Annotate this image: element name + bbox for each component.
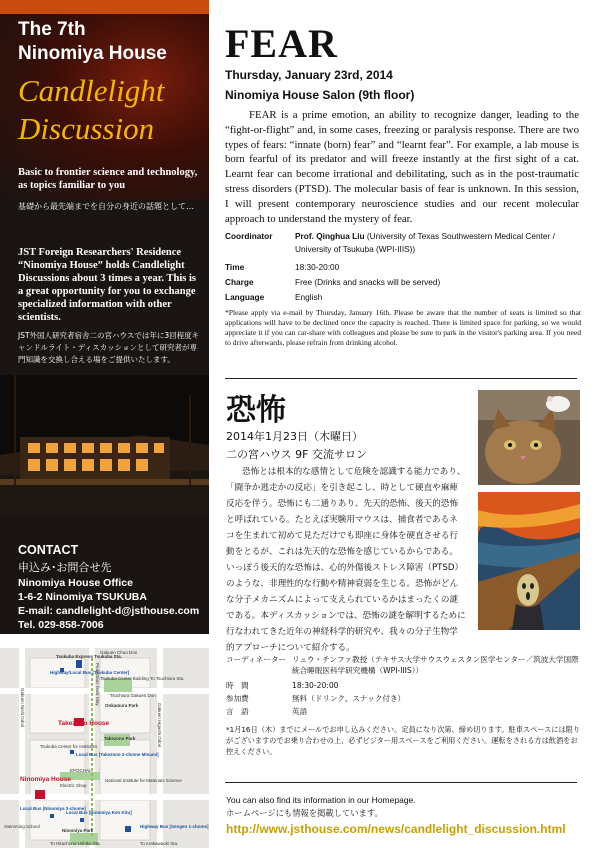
map-label-okamura-park: Ookamura Park [105, 703, 139, 708]
series-script-title [18, 72, 208, 148]
map-label-nims: National Institute for Materials Science [105, 778, 182, 783]
ninomiya-house-photo [0, 375, 209, 515]
event-venue-ja: 二の宮ハウス 9F 交流サロン [226, 448, 367, 461]
homepage-note-ja: ホームページにも情報を掲載しています。 [226, 808, 383, 818]
info-label: Time [225, 262, 245, 272]
info-label: 参加費 [226, 694, 249, 703]
section-divider [225, 378, 577, 379]
map-label-tsuchiura: To Tsuchiura Sta. [150, 676, 185, 681]
map-label-highway-bus: Highway/Local Bus [Tsukuba Center] [50, 670, 130, 675]
application-note: *Please apply via e-mail by Thursday, January 16th. Please be aware that the number of seats is limited so that applications will have to be declined once the capacity is reached. There is limited space for parking, so we would appreciate it if you can car-share with colleagues and please be sure to park in the visitor's parking area. If you need to drive afterwards, please refrain from drinking alcohol. [225, 308, 581, 347]
map-label-swimming-school: Swimming School [4, 824, 40, 829]
map-label-local-bus-kenkitu: Local Bus [Ninomiya Ken Kitu] [66, 810, 132, 815]
top-accent-bar [0, 0, 209, 14]
contact-tel: Tel. 029-858-7006 [18, 619, 104, 631]
info-label: コーディネーター [226, 655, 287, 664]
contact-address: 1-6-2 Ninomiya TSUKUBA [18, 591, 147, 603]
contact-office: Ninomiya House Office [18, 577, 133, 589]
coordinator-name: Prof. Qinghua Liu [295, 231, 365, 241]
access-map [0, 648, 209, 848]
info-value [295, 230, 585, 256]
application-note-ja: *1月16日（木）までにメールでお申し込みください。定員になり次第、締め切ります。駐車スペースには限りがございますのでお乗り合わせの上、必ずビジター用スペースをご利用ください。運転をされる方は飲酒をお控えください。 [226, 725, 581, 756]
series-title-line1: The 7th [18, 19, 86, 40]
series-title [18, 18, 203, 66]
map-label-local-bus-takezono: Local Bus [Takezono 2-chome Minami] [76, 752, 159, 757]
map-label-gakuen-nishi: Gakuen Nishi Odori [20, 688, 25, 728]
map-label-pedestrian: Pedestrian Walk Way [95, 663, 100, 706]
info-value: リュウ・チンファ教授（テキサス大学サウスウェスタン医学センター／筑波大学国際統合睡眠医科学研究機構（WPI-IIIS）） [292, 655, 579, 675]
map-label-arakawaoki: To Arakawaoki Sta. [140, 841, 179, 846]
series-description: JST Foreign Researchers' Residence “Ninomiya House” holds Candlelight Discussions about 3 times a year. This is a great opportunity for you to exchange specialized information with other scientists. [18, 247, 196, 323]
map-label-tsukuba-center-inst: Tsukuba Center for Institutes [40, 744, 98, 749]
info-label: Language [225, 292, 265, 302]
event-venue: Ninomiya House Salon (9th floor) [225, 88, 415, 102]
event-abstract-ja: 恐怖とは根本的な感情として危険を認識する能力であり、「闘争か逃走かの反応」を引き起こし、時として硬直や麻痺反応を伴う。恐怖にも二通りあり、先天的恐怖、後天的恐怖と呼ばれている。たとえば実験用マウスは、捕食者であるネコを生まれて初めて見ただけでも即座に身体を硬直させる行動をとるが、これは先天的な恐怖を感じているからである。いっぽう後天的な恐怖は、心的外傷後ストレス障害（PTSD）のような、非理性的な行動や精神衰弱を生じる。恐怖がどんな分子メカニズムによって支えられているかはまったくの謎である。本ディスカッションでは、恐怖の謎を解明するために行なわれてきた近年の神経科学的研究や、我々の分子生物学的アプローチについて紹介する。 [226, 467, 466, 653]
map-label-gakuen-chuo: Gakuen Chuo Dori [100, 650, 138, 655]
map-label-takezono-house: Takezono House [58, 720, 110, 727]
footer-divider [225, 782, 577, 783]
map-label-tsukuba-center-bldg: Tsukuba Center Building [100, 676, 149, 681]
info-value: 英語 [292, 707, 308, 716]
info-value: 18:30-20:00 [292, 681, 339, 690]
info-label: 言 語 [226, 707, 249, 716]
map-label-epochal: EPOCHAL [70, 768, 92, 773]
map-label-local-bus-ninomiya3: Local Bus [Ninomiya 3-chome] [20, 806, 86, 811]
info-value: Free (Drinks and snacks will be served) [295, 277, 441, 287]
map-label-hitachinoushiku: To Hitachi-no-Ushiku Sta. [50, 841, 101, 846]
info-label: 時 間 [226, 681, 249, 690]
map-label-ninomiya-house: Ninomiya House [20, 776, 71, 783]
event-date: Thursday, January 23rd, 2014 [225, 68, 393, 82]
map-label-highway-bus-sengen: Highway Bus [Sengen 1-chome] [140, 824, 209, 829]
contact-heading: CONTACT [18, 543, 79, 557]
info-label: Charge [225, 277, 254, 287]
map-label-ninomiya-park: Ninomiya Park [62, 828, 94, 833]
map-label-takezono-park: Takezono Park [104, 736, 136, 741]
event-abstract: FEAR is a prime emotion, an ability to recognize danger, leading to the “fight-or-flight” and, in some cases, freezing or paralysis response. There are two types of fears: “innate (born) fear” and “learnt fear”. For example, a lab mouse is born fearful of its predator and will freeze instantly at the first sight of a cat. Learnt fear can become irrational and debilitating, such as in the post-traumatic stress disorders (PTSD). The molecular basis of fear is unknown. In this session, I will present contemporary neuroscience studies and our recent molecular approach to understand the mystery of fear. [225, 109, 579, 225]
left-panel [0, 0, 209, 634]
info-value: 18:30-20:00 [295, 262, 340, 272]
info-label: Coordinator [225, 231, 273, 241]
the-scream-painting [478, 492, 580, 630]
coordinator-affiliation: (University of Texas Southwestern Medical Center / University of Tsukuba (WPI-IIIS)) [295, 231, 555, 254]
event-date-ja: 2014年1月23日（木曜日） [226, 430, 363, 443]
contact-email[interactable]: E-mail: candlelight-d@jsthouse.com [18, 605, 200, 617]
map-label-electric-shop: Electric Shop [60, 783, 87, 788]
map-label-gakuen-higashi: Gakuen Higashi Odori [157, 703, 162, 748]
info-value: English [295, 292, 323, 302]
event-title-ja: 恐怖 [226, 393, 286, 428]
homepage-note: You can also find its information in our Homepage. [226, 795, 416, 805]
series-script-line2: Discussion [18, 111, 155, 146]
tagline: Basic to frontier science and technology, as topics familiar to you [18, 167, 198, 191]
map-label-tx-station: Tsukuba Express Tsukuba Sta. [56, 654, 122, 659]
contact-heading-ja: 申込み･お問合せ先 [18, 561, 112, 574]
map-label-tsuchiura-gakuen: Tsuchiura Gakuen Dori [110, 693, 156, 698]
event-title: FEAR [225, 21, 338, 66]
series-title-line2: Ninomiya House [18, 43, 167, 64]
series-description-ja: JST外国人研究者宿舎二の宮ハウスでは年に3回程度キャンドルライト・ディスカッションとして研究者が専門知識を交換し合える場をご提供いたします。 [18, 331, 200, 364]
cat-and-mouse-photo [478, 390, 580, 485]
homepage-link[interactable]: http://www.jsthouse.com/news/candlelight_discussion.html [226, 822, 566, 836]
info-value: 無料（ドリンク、スナック付き） [292, 694, 406, 703]
series-script-line1: Candlelight [18, 73, 165, 108]
tagline-ja: 基礎から最先端までを自分の身近の話題として… [18, 202, 194, 211]
